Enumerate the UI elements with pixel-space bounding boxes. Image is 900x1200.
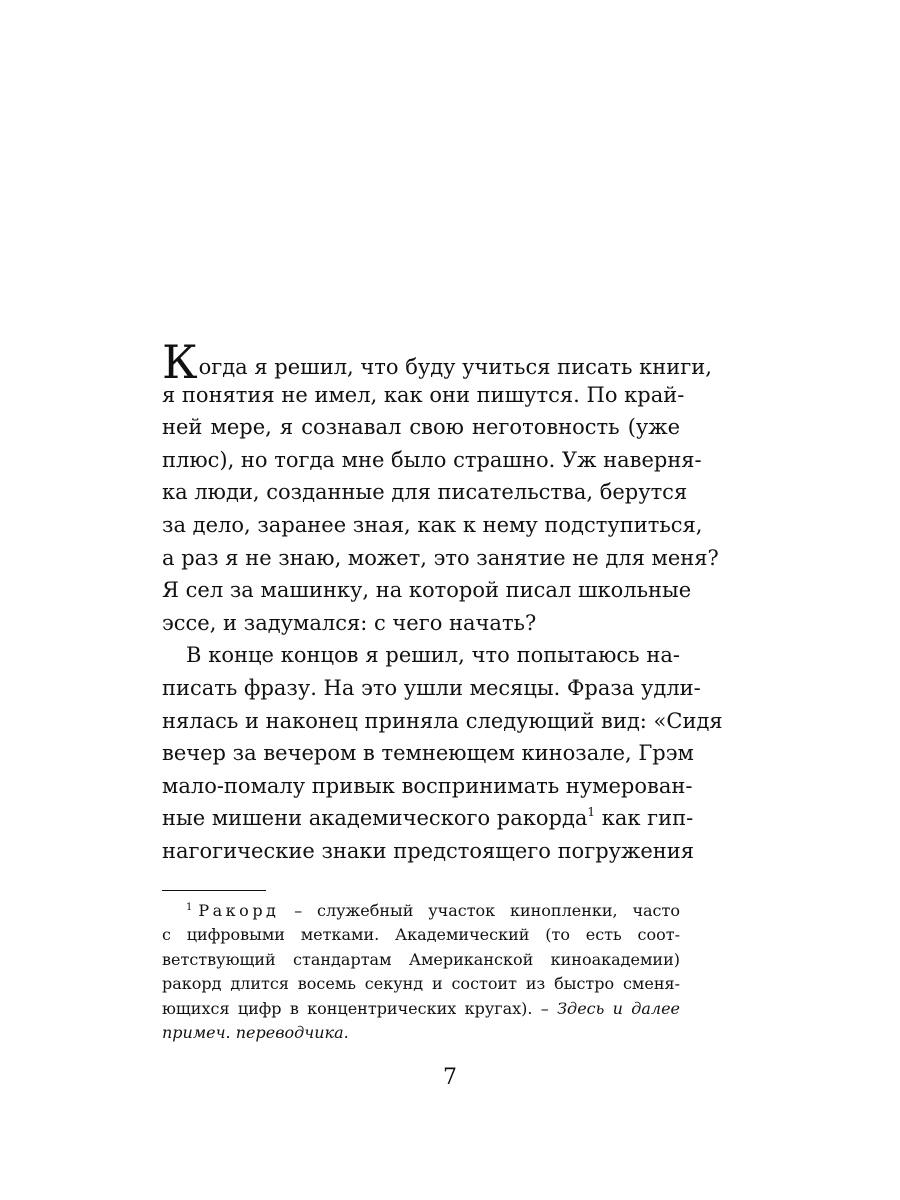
text-line-4: плюс), но тогда мне было страшно. Уж наверня- [162,447,702,472]
footnote-line-5-italic: Здесь и далее [557,998,681,1018]
footnote-mark: 1 [186,902,193,913]
footnote-line-5 [162,997,680,1021]
text-line-15 [162,802,694,835]
footnote [162,899,680,1045]
text-line-8: Я сел за машинку, на которой писал школьные [162,578,692,603]
footnote-divider [162,890,266,891]
footnote-line-6 [162,1021,680,1045]
text-line-13: вечер за вечером в темнеющем кинозале, Грэм [162,741,694,766]
footnote-term: Ракорд [198,901,280,920]
text-line-12: нялась и наконец приняла следующий вид: «Сидя [162,708,723,733]
text-line-15-end: как гип- [595,806,694,831]
footnote-line-6-italic: примеч. переводчика. [162,1022,349,1042]
main-text [162,335,723,868]
text-line-14: мало-помалу привык воспринимать нумерован- [162,773,693,798]
text-line-11: писать фразу. На это ушли месяцы. Фраза удли- [162,675,701,700]
footnote-line-5-text: ющихся цифр в концентрических кругах). – [162,998,558,1018]
text-line-3: ней мере, я сознавал свою неготовность (уже [162,415,680,440]
text-line-7: а раз я не знаю, может, это занятие не для меня? [162,545,719,570]
footnote-line-4: ракорд длится восемь секунд и состоит из быстро сменя- [162,974,680,994]
text-line-16: нагогические знаки предстоящего погружения [162,838,694,863]
text-line-10: В конце концов я решил, что попытаюсь на- [186,643,680,668]
text-line-9: эссе, и задумался: с чего начать? [162,610,537,635]
footnote-line-2: с цифровыми метками. Академический (то есть соот- [162,925,680,945]
text-line-6: за дело, заранее зная, как к нему подступиться, [162,512,703,537]
text-line-1-rest: огда я решил, что буду учиться писать книги, [198,355,712,379]
text-line-15-start: ные мишени академического ракорда [162,806,588,831]
footnote-line-1 [162,899,680,923]
text-line-5: ка люди, созданные для писательства, берутся [162,480,688,505]
page-number: 7 [443,1065,457,1090]
footnote-reference[interactable]: 1 [587,805,596,820]
drop-cap: К [162,335,198,389]
text-line-1 [162,335,712,389]
footnote-line-3: ветствующий стандартам Американской киноакадемии) [162,949,680,969]
footnote-line-1-rest: – служебный участок кинопленки, часто [279,901,680,920]
text-line-2: я понятия не имел, как они пишутся. По край- [162,382,685,407]
